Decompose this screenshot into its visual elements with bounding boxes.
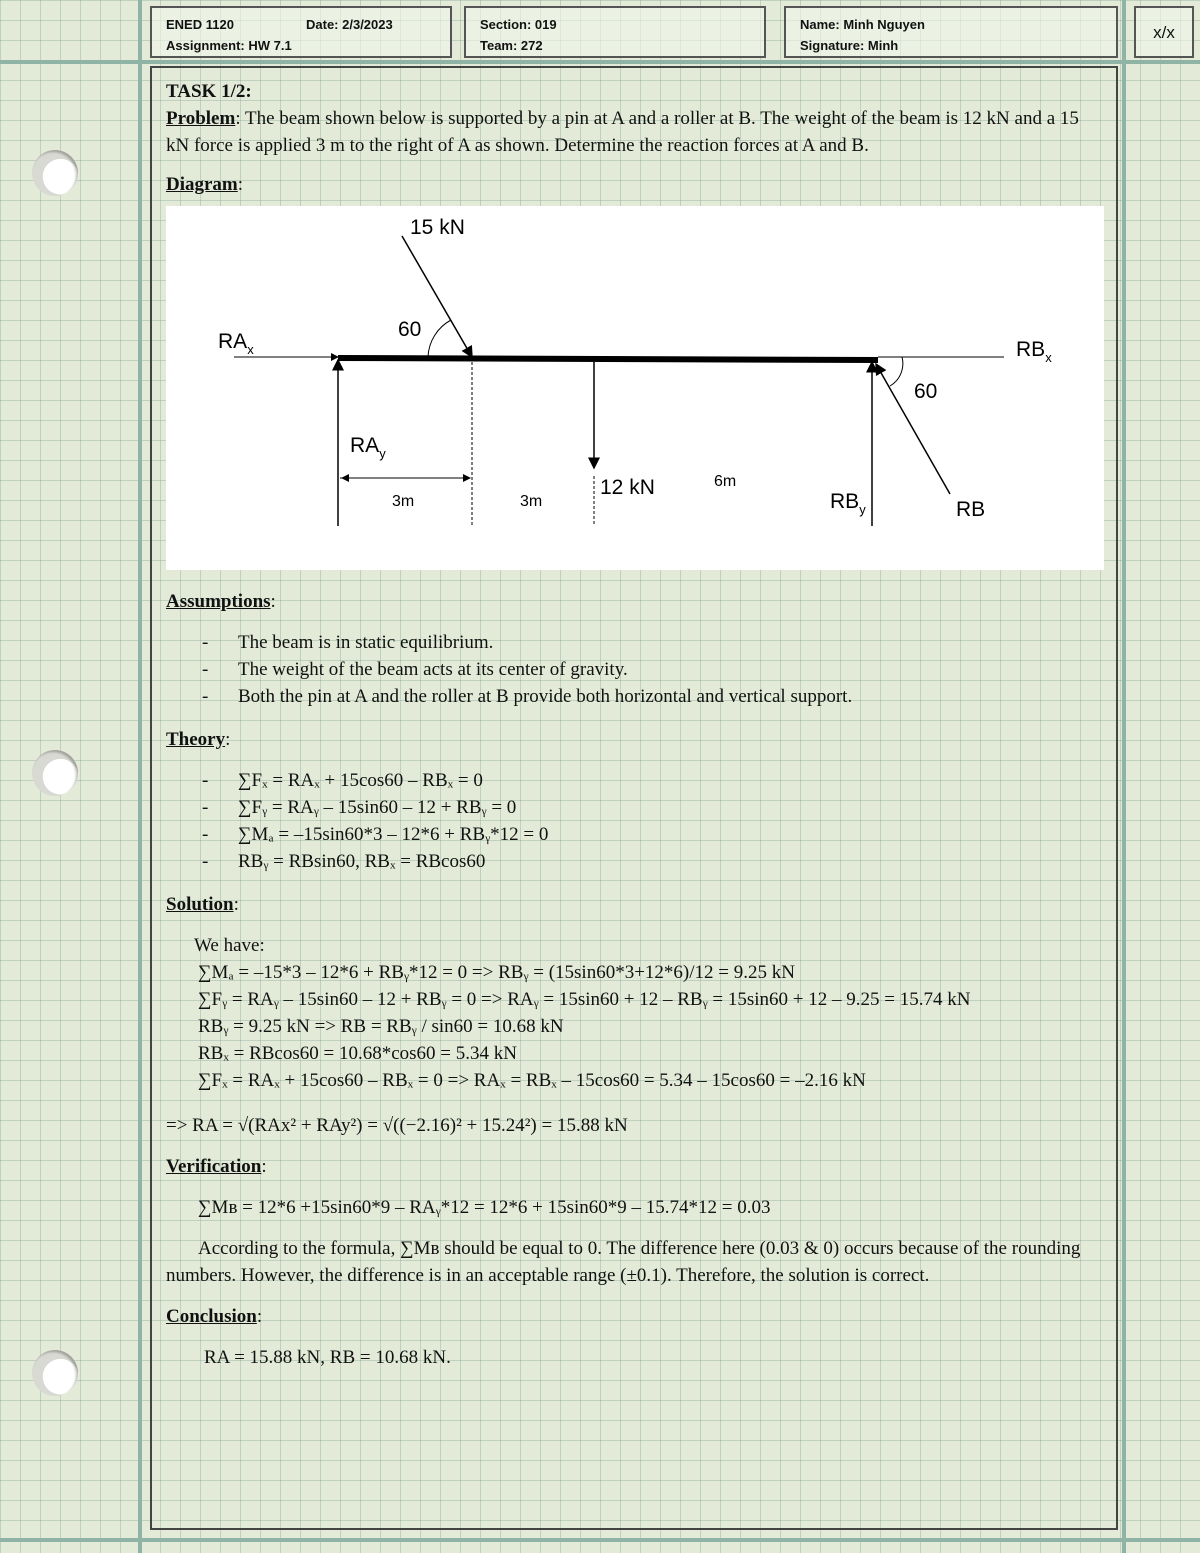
- header-course-box: [150, 6, 452, 58]
- label-angle-b: 60: [914, 380, 938, 403]
- page-number-box: [1134, 6, 1194, 58]
- binder-hole-middle: [32, 750, 78, 796]
- label-ray: $RA_y$: [350, 434, 386, 461]
- label-rax: $RA_x$: [218, 330, 254, 357]
- task-title: TASK 1/2:: [166, 81, 252, 102]
- theory-item: - RBᵧ = RBsin60, RBₓ = RBcos60: [202, 848, 1102, 875]
- assignment: Assignment: HW 7.1: [166, 38, 292, 53]
- theory-item: - ∑Fᵧ = RAᵧ – 15sin60 – 12 + RBᵧ = 0: [202, 794, 1102, 821]
- beam: [338, 358, 878, 360]
- assumptions-heading-line: Assumptions:: [166, 591, 276, 612]
- theory-heading-line: Theory:: [166, 729, 231, 750]
- theory-item: - ∑Fₓ = RAₓ + 15cos60 – RBₓ = 0: [202, 767, 1102, 794]
- student-name: Name: Minh Nguyen: [800, 17, 925, 32]
- assumption-item: - The weight of the beam acts at its center of gravity.: [202, 656, 1102, 683]
- solution-line: ∑Fᵧ = RAᵧ – 15sin60 – 12 + RBᵧ = 0 => RAᵧ = 15sin60 + 12 – RBᵧ = 15sin60 + 12 – 9.25 = 15.74 kN: [198, 989, 971, 1010]
- theory-heading: Theory: [166, 729, 226, 750]
- solution-heading-line: Solution:: [166, 894, 239, 915]
- verification-text: According to the formula, ∑Mʙ should be equal to 0. The difference here (0.03 & 0) occurs because of the rounding numbers. However, the difference is in an acceptable range (±0.1). Therefore, the solution is correct.: [166, 1238, 1081, 1286]
- header-section-box: [464, 6, 766, 58]
- conclusion-text: RA = 15.88 kN, RB = 10.68 kN.: [204, 1347, 451, 1368]
- right-margin-line: [1122, 0, 1126, 1553]
- solution-heading: Solution: [166, 894, 234, 915]
- beam-diagram-svg: [166, 206, 1104, 570]
- task-content: [150, 66, 1118, 1530]
- label-dim-3: 6m: [714, 473, 737, 490]
- solution-result: => RA = √(RAx² + RAy²) = √((−2.16)² + 15.24²) = 15.88 kN: [166, 1115, 628, 1136]
- conclusion-heading-line: Conclusion:: [166, 1306, 263, 1327]
- header-name-box: [784, 6, 1118, 58]
- label-angle-a: 60: [398, 318, 422, 341]
- label-rbx: $RB_x$: [1016, 338, 1052, 365]
- label-rb: RB: [956, 498, 986, 521]
- problem-paragraph: [166, 105, 1102, 159]
- conclusion-heading: Conclusion: [166, 1306, 257, 1327]
- diagram-heading-line: Diagram:: [166, 174, 244, 195]
- label-dim-2: 3m: [520, 493, 543, 510]
- header-divider-line: [0, 60, 1200, 64]
- left-margin-line: [138, 0, 142, 1553]
- verification-heading-line: Verification:: [166, 1156, 267, 1177]
- page-number: x/x: [1153, 23, 1175, 42]
- label-rby: $RB_y$: [830, 490, 866, 517]
- assumptions-heading: Assumptions: [166, 591, 271, 612]
- label-15kn: 15 kN: [410, 216, 465, 239]
- solution-line: RBₓ = RBcos60 = 10.68*cos60 = 5.34 kN: [198, 1043, 517, 1064]
- assumption-item: - Both the pin at A and the roller at B provide both horizontal and vertical support.: [202, 683, 1102, 710]
- theory-list: [166, 767, 1102, 875]
- course-code: ENED 1120: [166, 17, 234, 32]
- theory-item: - ∑Mₐ = –15sin60*3 – 12*6 + RBᵧ*12 = 0: [202, 821, 1102, 848]
- problem-heading: Problem: [166, 108, 236, 129]
- footer-divider-line: [0, 1538, 1200, 1542]
- angle-arc-a: [428, 320, 451, 357]
- label-weight: 12 kN: [600, 476, 655, 499]
- solution-line: ∑Mₐ = –15*3 – 12*6 + RBᵧ*12 = 0 => RBᵧ = (15sin60*3+12*6)/12 = 9.25 kN: [198, 962, 795, 983]
- solution-intro: We have:: [194, 935, 265, 956]
- verification-line: ∑Mʙ = 12*6 +15sin60*9 – RAᵧ*12 = 12*6 + 15sin60*9 – 15.74*12 = 0.03: [198, 1197, 771, 1218]
- assumption-item: - The beam is in static equilibrium.: [202, 629, 1102, 656]
- assumptions-list: [166, 629, 1102, 710]
- section: Section: 019: [480, 17, 557, 32]
- rb-arrow: [876, 364, 950, 494]
- angle-arc-b: [890, 357, 903, 386]
- problem-text: : The beam shown below is supported by a pin at A and a roller at B. The weight of the beam is 12 kN and a 15 kN force is applied 3 m to the right of A as shown. Determine the reaction forces at A and B.: [166, 108, 1079, 156]
- date: Date: 2/3/2023: [306, 17, 393, 32]
- binder-hole-top: [32, 150, 78, 196]
- binder-hole-bottom: [32, 1350, 78, 1396]
- signature: Signature: Minh: [800, 38, 899, 53]
- beam-diagram: [166, 206, 1104, 570]
- verification-heading: Verification: [166, 1156, 262, 1177]
- label-dim-1: 3m: [392, 493, 415, 510]
- diagram-heading: Diagram: [166, 174, 238, 195]
- solution-line: RBᵧ = 9.25 kN => RB = RBᵧ / sin60 = 10.68 kN: [198, 1016, 564, 1037]
- solution-line: ∑Fₓ = RAₓ + 15cos60 – RBₓ = 0 => RAₓ = RBₓ – 15cos60 = 5.34 – 15cos60 = –2.16 kN: [198, 1070, 866, 1091]
- team: Team: 272: [480, 38, 543, 53]
